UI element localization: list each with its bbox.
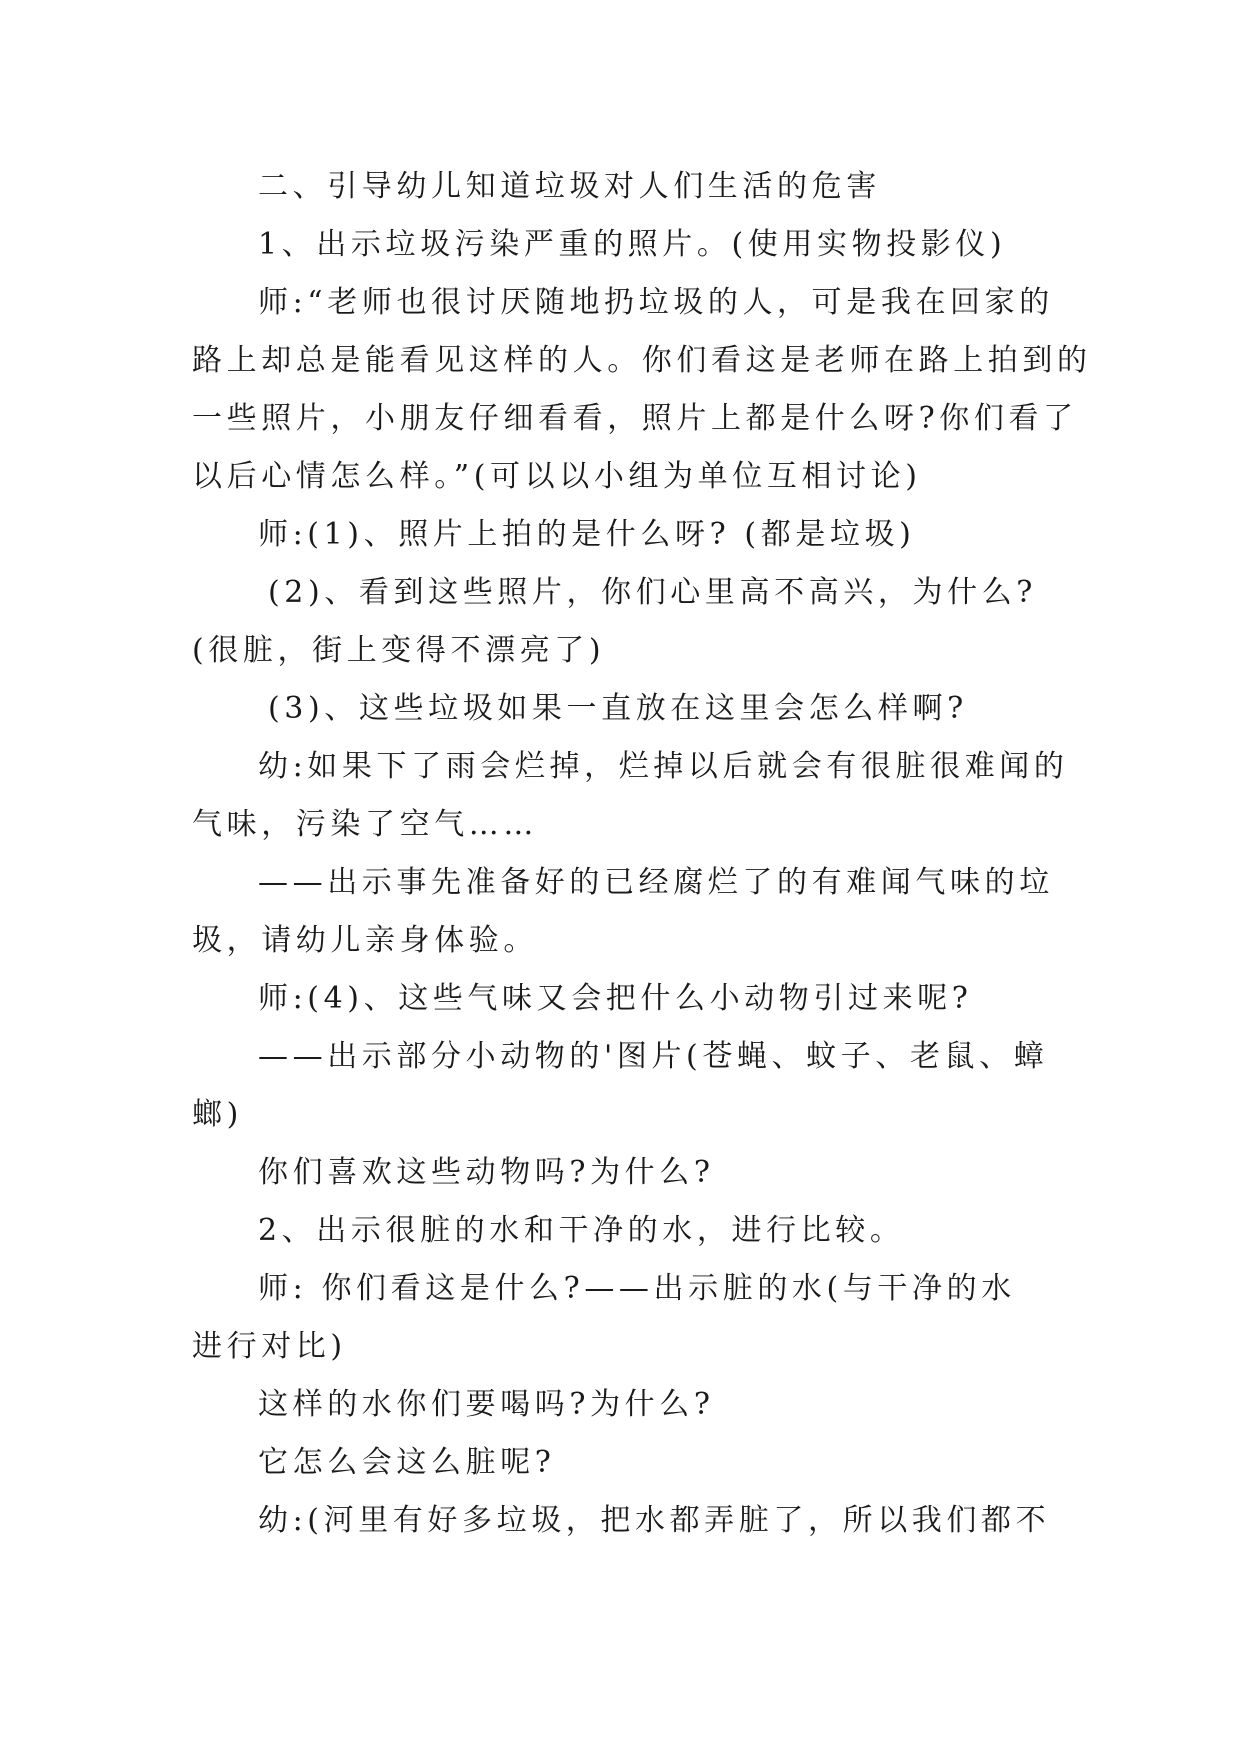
paragraph-line: 幼:(河里有好多垃圾，把水都弄脏了，所以我们都不 — [258, 1503, 1051, 1538]
paragraph-line: 这样的水你们要喝吗?为什么? — [258, 1387, 715, 1422]
paragraph-line: 你们喜欢这些动物吗?为什么? — [258, 1155, 715, 1190]
paragraph-line: 师:“老师也很讨厌随地扔垃圾的人，可是我在回家的 — [258, 285, 1054, 320]
paragraph-line: 圾，请幼儿亲身体验。 — [192, 923, 538, 958]
paragraph-line: 一些照片，小朋友仔细看看，照片上都是什么呀?你们看了 — [192, 401, 1078, 436]
paragraph-line: (很脏，街上变得不漂亮了) — [192, 633, 606, 668]
paragraph-line: 师: 你们看这是什么?——出示脏的水(与干净的水 — [258, 1271, 1016, 1306]
section-heading: 二、引导幼儿知道垃圾对人们生活的危害 — [258, 169, 881, 204]
paragraph-line: 幼:如果下了雨会烂掉，烂掉以后就会有很脏很难闻的 — [258, 749, 1069, 784]
paragraph-line: ——出示部分小动物的'图片(苍蝇、蚊子、老鼠、蟑 — [258, 1039, 1049, 1074]
paragraph-line: 进行对比) — [192, 1329, 347, 1364]
paragraph-line: (2)、看到这些照片，你们心里高不高兴，为什么? — [268, 575, 1037, 610]
paragraph-line: (3)、这些垃圾如果一直放在这里会怎么样啊? — [268, 691, 968, 726]
paragraph-line: 螂) — [192, 1097, 243, 1132]
paragraph-line: 它怎么会这么脏呢? — [258, 1445, 556, 1480]
paragraph-line: 2、出示很脏的水和干净的水，进行比较。 — [258, 1213, 905, 1248]
paragraph-line: 以后心情怎么样。”(可以以小组为单位互相讨论) — [192, 459, 922, 494]
paragraph-line: 师:(4)、这些气味又会把什么小动物引过来呢? — [258, 981, 973, 1016]
paragraph-line: ——出示事先准备好的已经腐烂了的有难闻气味的垃 — [258, 865, 1054, 900]
document-body — [192, 158, 1092, 1550]
paragraph-line: 师:(1)、照片上拍的是什么呀? (都是垃圾) — [258, 517, 916, 552]
paragraph-line: 路上却总是能看见这样的人。你们看这是老师在路上拍到的 — [192, 343, 1092, 378]
paragraph-line: 气味，污染了空气…… — [192, 807, 538, 842]
paragraph-line: 1、出示垃圾污染严重的照片。(使用实物投影仪) — [258, 227, 1007, 262]
